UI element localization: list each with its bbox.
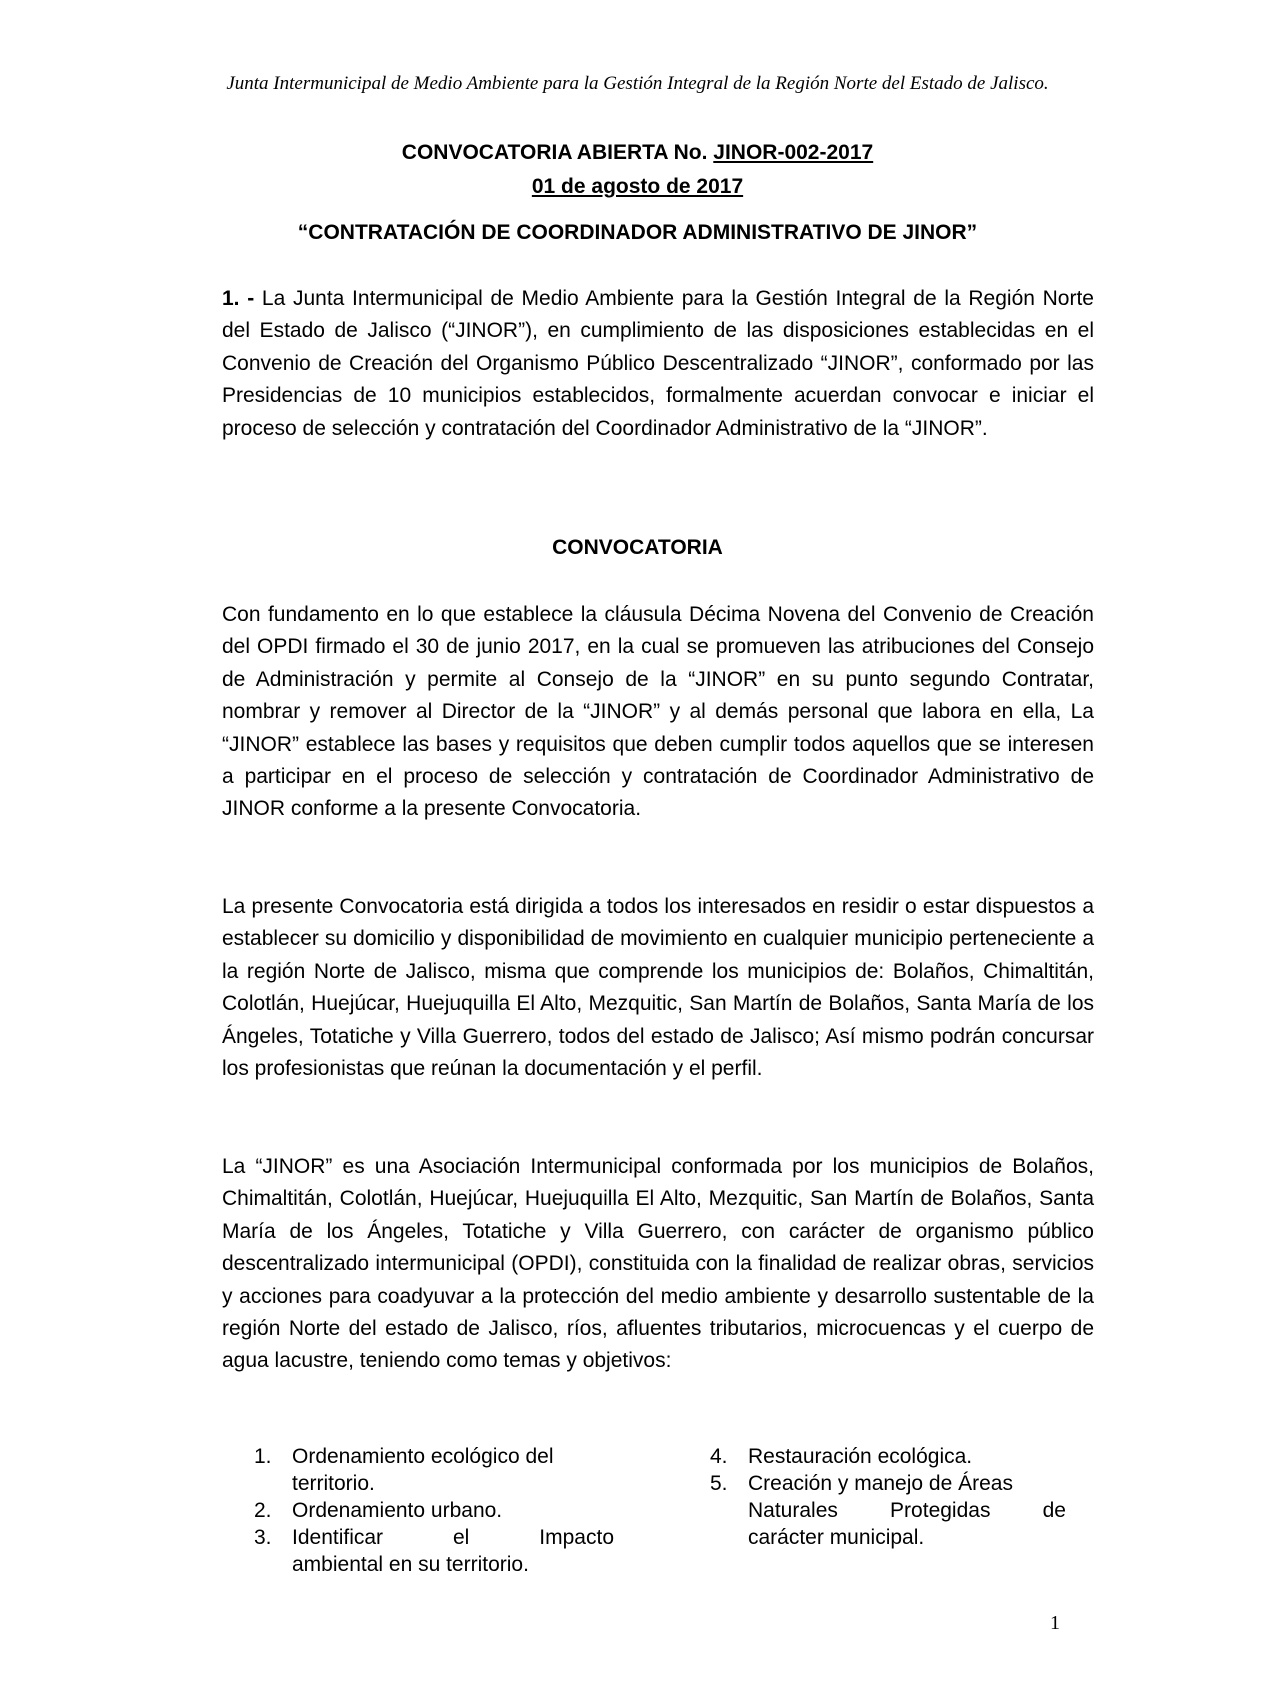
convocatoria-subject: “CONTRATACIÓN DE COORDINADOR ADMINISTRATIVO DE JINOR” [297,221,978,244]
list-item-number: 4. [710,1445,728,1468]
convocatoria-date [0,175,1275,199]
objectives-list-left [254,1443,614,1578]
list-item-text-line: ambiental en su territorio. [292,1553,529,1576]
convocatoria-paragraph-2: La presente Convocatoria está dirigida a todos los interesados en residir o estar dispuestos a establecer su domicilio y disponibilidad de movimiento en cualquier municipio perteneciente a la región Norte de Jalisco, misma que comprende los municipios de: Bolaños, Chimaltitán, Colotlán, Huejúcar, Huejuquilla El Alto, Mezquitic, San Martín de Bolaños, Santa María de los Ángeles, Totatiche y Villa Guerrero, todos del estado de Jalisco; Así mismo podrán concursar los profesionistas que reúnan la documentación y el perfil. [222,895,1094,1081]
list-item-text: Restauración ecológica. [748,1445,973,1468]
list-item-text-line: Identificar el Impacto [292,1526,614,1549]
title-prefix: CONVOCATORIA ABIERTA No. [401,141,714,164]
list-item [254,1524,614,1578]
list-item-number: 1. [254,1445,272,1468]
page-header: Junta Intermunicipal de Medio Ambiente para la Gestión Integral de la Región Norte del Estado de Jalisco. [226,73,1049,94]
objectives-list-right [710,1443,1066,1551]
list-item [254,1443,614,1497]
convocatoria-code: JINOR-002-2017 [713,141,874,164]
list-item [710,1443,1066,1470]
section-1-text: La Junta Intermunicipal de Medio Ambiente para la Gestión Integral de la Región Norte del Estado de Jalisco (“JINOR”), en cumplimiento de las disposiciones establecidas en el Convenio de Creación del Organismo Público Descentralizado “JINOR”, conformado por las Presidencias de 10 municipios establecidos, formalmente acuerdan convocar e iniciar el proceso de selección y contratación del Coordinador Administrativo de la “JINOR”. [222,287,1094,440]
list-item-number: 5. [710,1472,728,1495]
list-item-text: Ordenamiento ecológico del territorio. [292,1445,554,1495]
list-item-text-line: Naturales Protegidas de [748,1499,1066,1522]
list-item-number: 3. [254,1526,272,1549]
page-number: 1 [1050,1612,1060,1634]
convocatoria-number-title [0,141,1275,165]
convocatoria-paragraph-3: La “JINOR” es una Asociación Intermunicipal conformada por los municipios de Bolaños, Chimaltitán, Colotlán, Huejúcar, Huejuquilla El Alto, Mezquitic, San Martín de Bolaños, Santa María de los Ángeles, Totatiche y Villa Guerrero, con carácter de organismo público descentralizado intermunicipal (OPDI), constituida con la finalidad de realizar obras, servicios y acciones para coadyuvar a la protección del medio ambiente y desarrollo sustentable de la región Norte del estado de Jalisco, ríos, afluentes tributarios, microcuencas y el cuerpo de agua lacustre, teniendo como temas y objetivos: [222,1155,1094,1373]
list-item [710,1470,1066,1551]
date-text: 01 de agosto de 2017 [531,175,744,198]
list-item-number: 2. [254,1499,272,1522]
list-item-text-line: carácter municipal. [748,1526,925,1549]
list-item-text: Ordenamiento urbano. [292,1499,503,1522]
convocatoria-paragraph-1: Con fundamento en lo que establece la cláusula Décima Novena del Convenio de Creación del OPDI firmado el 30 de junio 2017, en la cual se promueven las atribuciones del Consejo de Administración y permite al Consejo de la “JINOR” en su punto segundo Contratar, nombrar y remover al Director de la “JINOR” y al demás personal que labora en ella, La “JINOR” establece las bases y requisitos que deben cumplir todos aquellos que se interesen a participar en el proceso de selección y contratación de Coordinador Administrativo de JINOR conforme a la presente Convocatoria. [222,603,1094,821]
list-item [254,1497,614,1524]
section-1-number: 1. - [222,287,255,310]
convocatoria-heading: CONVOCATORIA [552,536,723,559]
section-1-paragraph [222,283,1094,445]
list-item-text-line: Creación y manejo de Áreas [748,1472,1013,1495]
